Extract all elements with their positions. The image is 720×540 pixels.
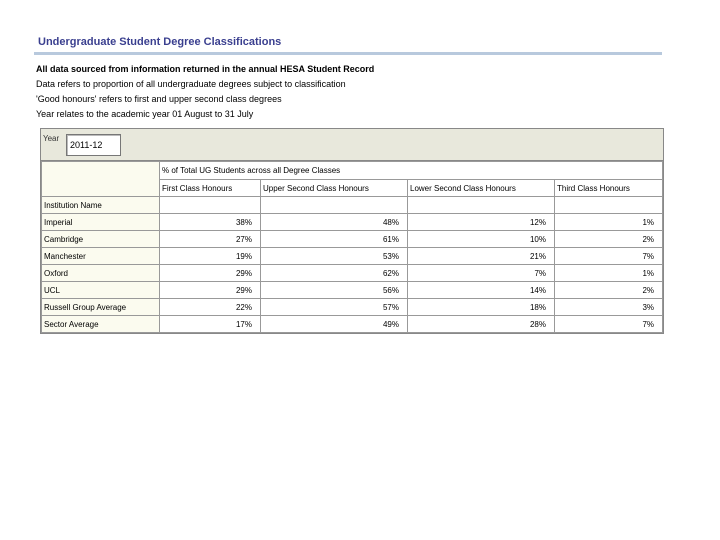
value-cell: 21% [408, 248, 555, 265]
value-cell: 2% [555, 282, 663, 299]
title-divider [34, 52, 662, 55]
institution-name: Oxford [42, 265, 160, 282]
empty-cell [555, 197, 663, 214]
value-cell: 49% [261, 316, 408, 333]
column-header: Third Class Honours [555, 180, 663, 197]
empty-cell [160, 197, 261, 214]
value-cell: 3% [555, 299, 663, 316]
page-title: Undergraduate Student Degree Classifications [38, 36, 282, 48]
value-cell: 1% [555, 265, 663, 282]
table-row [42, 299, 663, 316]
value-cell: 57% [261, 299, 408, 316]
table-row [42, 231, 663, 248]
year-label: Year [43, 134, 60, 143]
value-cell: 7% [408, 265, 555, 282]
column-header: Lower Second Class Honours [408, 180, 555, 197]
value-cell: 53% [261, 248, 408, 265]
notes [36, 62, 374, 122]
corner-cell [42, 162, 160, 197]
value-cell: 29% [160, 265, 261, 282]
empty-cell [408, 197, 555, 214]
value-cell: 7% [555, 248, 663, 265]
value-cell: 1% [555, 214, 663, 231]
value-cell: 61% [261, 231, 408, 248]
value-cell: 28% [408, 316, 555, 333]
note-source: All data sourced from information returned in the annual HESA Student Record [36, 64, 375, 74]
report-panel [40, 128, 664, 334]
institution-name: Cambridge [42, 231, 160, 248]
value-cell: 22% [160, 299, 261, 316]
note-year: Year relates to the academic year 01 August to 31 July [36, 109, 254, 119]
table-row [42, 316, 663, 333]
note-proportion: Data refers to proportion of all undergraduate degrees subject to classification [36, 79, 346, 89]
year-filter-bar [41, 129, 663, 161]
value-cell: 38% [160, 214, 261, 231]
value-cell: 56% [261, 282, 408, 299]
value-cell: 17% [160, 316, 261, 333]
value-cell: 18% [408, 299, 555, 316]
row-header-label: Institution Name [42, 197, 160, 214]
table-row [42, 214, 663, 231]
empty-cell [261, 197, 408, 214]
value-cell: 27% [160, 231, 261, 248]
institution-name: UCL [42, 282, 160, 299]
institution-name: Russell Group Average [42, 299, 160, 316]
classification-table [41, 161, 663, 333]
table-row [42, 282, 663, 299]
value-cell: 7% [555, 316, 663, 333]
value-cell: 10% [408, 231, 555, 248]
institution-name: Sector Average [42, 316, 160, 333]
value-cell: 48% [261, 214, 408, 231]
institution-name: Manchester [42, 248, 160, 265]
column-header: First Class Honours [160, 180, 261, 197]
value-cell: 29% [160, 282, 261, 299]
table-row [42, 265, 663, 282]
year-select[interactable]: 2011-12 [66, 134, 121, 156]
group-header: % of Total UG Students across all Degree Classes [160, 162, 663, 180]
note-good-honours: 'Good honours' refers to first and upper second class degrees [36, 94, 282, 104]
value-cell: 19% [160, 248, 261, 265]
value-cell: 62% [261, 265, 408, 282]
column-header: Upper Second Class Honours [261, 180, 408, 197]
institution-name: Imperial [42, 214, 160, 231]
table-row [42, 248, 663, 265]
value-cell: 12% [408, 214, 555, 231]
value-cell: 14% [408, 282, 555, 299]
value-cell: 2% [555, 231, 663, 248]
